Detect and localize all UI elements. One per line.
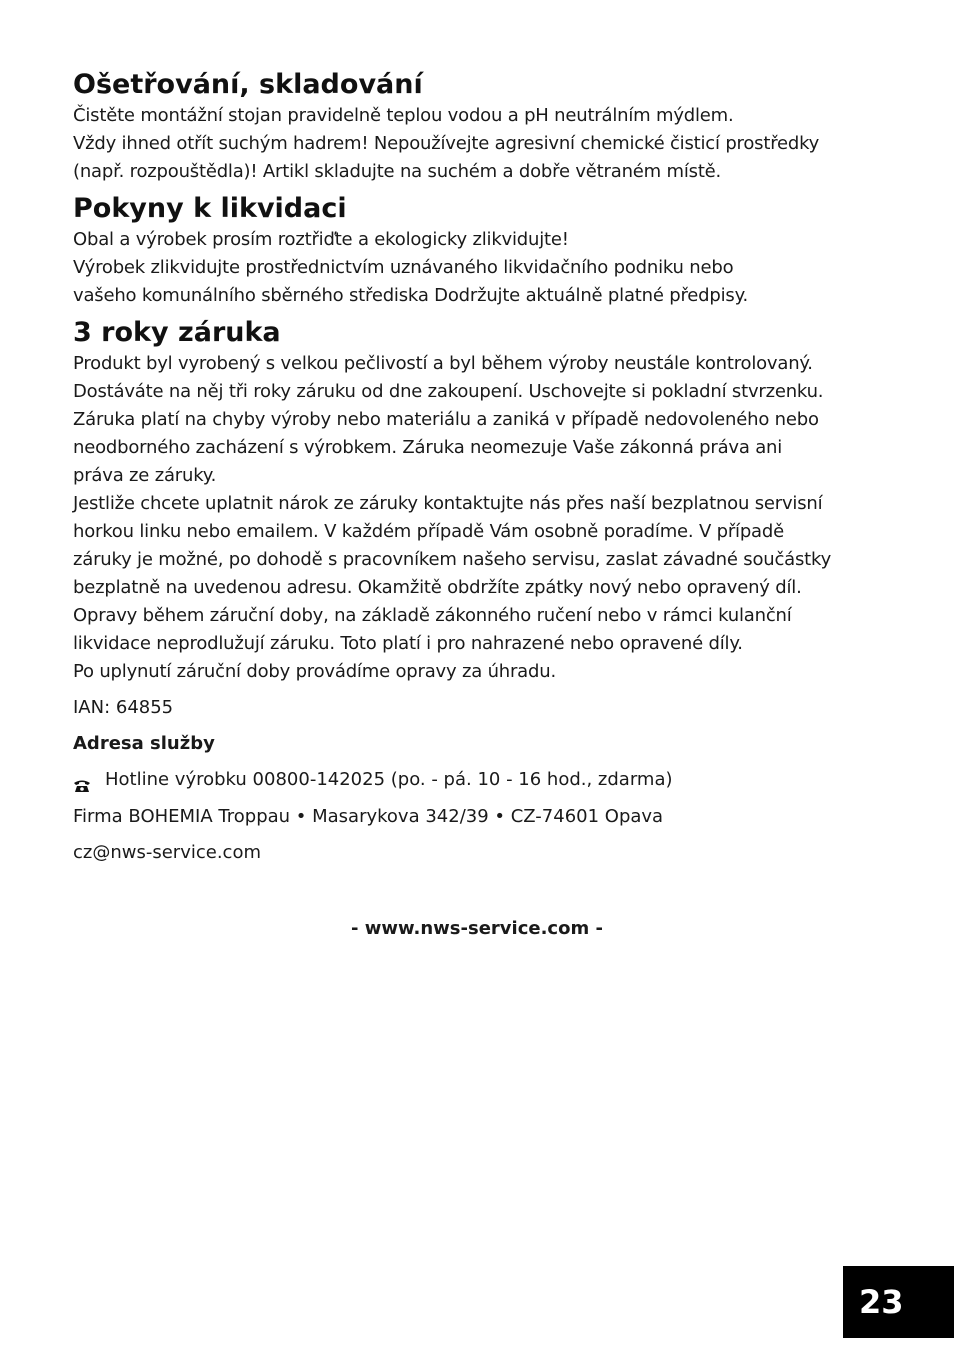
text-line: Výrobek zlikvidujte prostřednictvím uznávaného likvidačního podniku nebo <box>73 257 734 278</box>
text-line: záruky je možné, po dohodě s pracovníkem našeho servisu, zaslat závadné součástky <box>73 549 832 570</box>
company-address: Firma BOHEMIA Troppau • Masarykova 342/39 • CZ-74601 Opava <box>73 806 664 827</box>
text-line: Obal a výrobek prosím roztřiďte a ekologicky zlikvidujte! <box>73 229 569 250</box>
section-title-warranty: 3 roky záruka <box>73 317 281 348</box>
text-line: Jestliže chcete uplatnit nárok ze záruky kontaktujte nás přes naší bezplatnou servisní <box>73 493 823 514</box>
section-text-care <box>73 102 883 186</box>
text-line: Vždy ihned otřít suchým hadrem! Nepoužívejte agresivní chemické čisticí prostředky <box>73 133 820 154</box>
website-link[interactable]: - www.nws-service.com - <box>351 918 603 939</box>
section-text-warranty <box>73 350 883 686</box>
document-body <box>73 68 883 867</box>
text-line: Čistěte montážní stojan pravidelně teplou vodou a pH neutrálním mýdlem. <box>73 105 734 126</box>
section-title-care: Ošetřování, skladování <box>73 69 423 100</box>
text-line: Záruka platí na chyby výroby nebo materiálu a zaniká v případě nedovoleného nebo <box>73 409 819 430</box>
text-line: Opravy během záruční doby, na základě zákonného ručení nebo v rámci kulanční <box>73 605 792 626</box>
text-line: práva ze záruky. <box>73 465 217 486</box>
text-line: bezplatně na uvedenou adresu. Okamžitě obdržíte zpátky nový nebo opravený díl. <box>73 577 802 598</box>
service-address-title: Adresa služby <box>73 733 215 754</box>
service-email[interactable]: cz@nws-service.com <box>73 842 261 863</box>
text-line: Po uplynutí záruční doby provádíme opravy za úhradu. <box>73 661 556 682</box>
hotline-line <box>73 766 883 794</box>
text-line: Dostáváte na něj tři roky záruku od dne zakoupení. Uschovejte si pokladní stvrzenku. <box>73 381 824 402</box>
hotline-text: Hotline výrobku 00800-142025 (po. - pá. 10 - 16 hod., zdarma) <box>105 769 673 790</box>
text-line: (např. rozpouštědla)! Artikl skladujte na suchém a dobře větraném místě. <box>73 161 722 182</box>
text-line: neodborného zacházení s výrobkem. Záruka neomezuje Vaše zákonná práva ani <box>73 437 783 458</box>
section-text-disposal <box>73 226 883 310</box>
text-line: vašeho komunálního sběrného střediska Dodržujte aktuálně platné předpisy. <box>73 285 748 306</box>
ian-number: IAN: 64855 <box>73 697 174 718</box>
text-line: likvidace neprodlužují záruku. Toto platí i pro nahrazené nebo opravené díly. <box>73 633 743 654</box>
page-number: 23 <box>843 1266 954 1338</box>
section-title-disposal: Pokyny k likvidaci <box>73 193 347 224</box>
phone-icon <box>73 774 91 788</box>
text-line: Produkt byl vyrobený s velkou pečlivostí a byl během výroby neustále kontrolovaný. <box>73 353 813 374</box>
text-line: horkou linku nebo emailem. V každém případě Vám osobně poradíme. V případě <box>73 521 784 542</box>
